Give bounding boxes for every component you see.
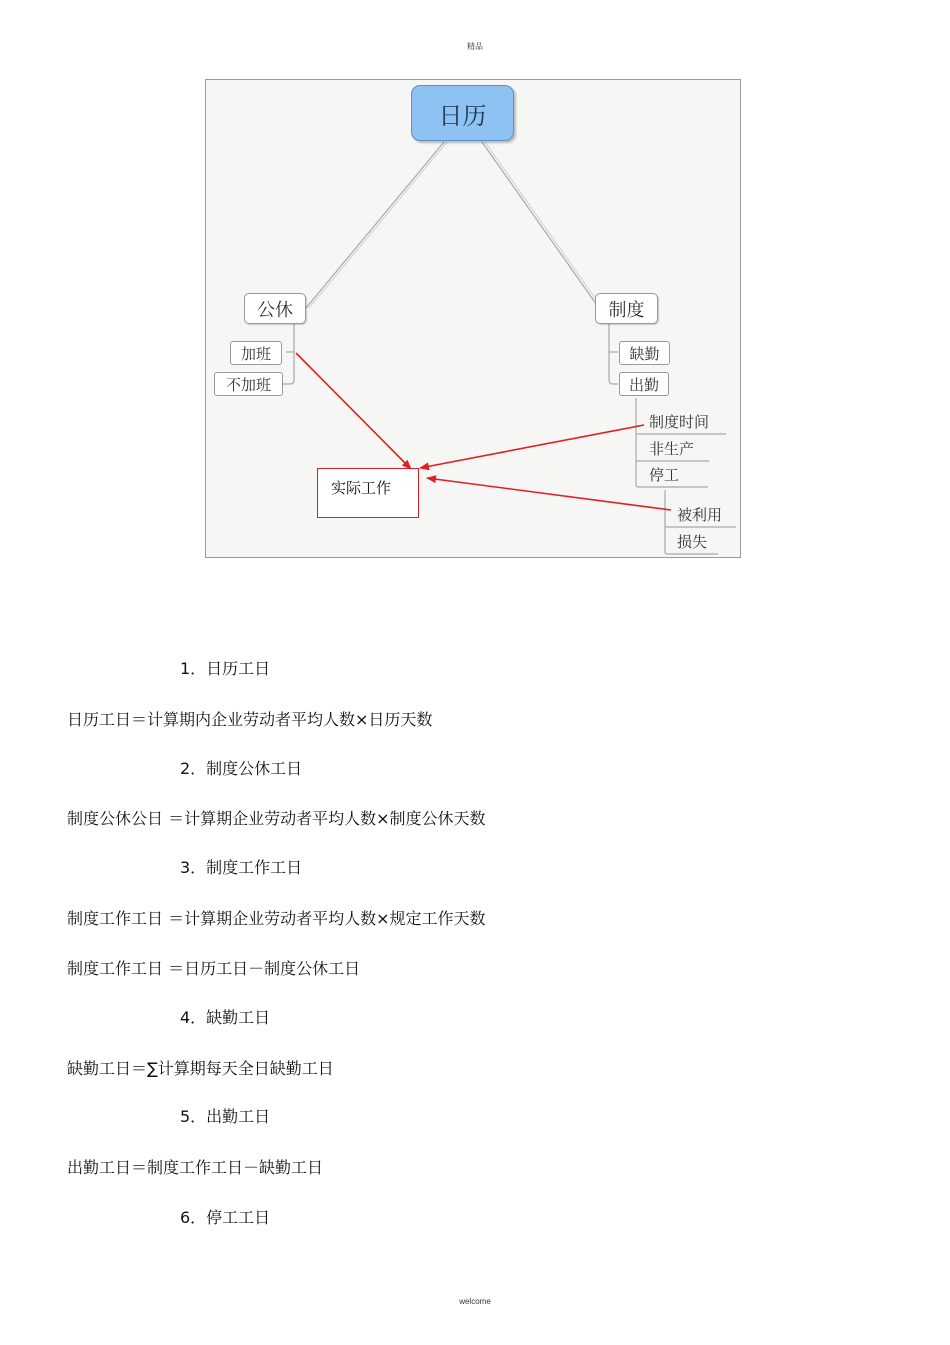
connector-root-to-rest bbox=[306, 142, 444, 308]
leaf-non-production: 非生产 bbox=[649, 440, 695, 458]
formula-calendar-workdays: 日历工日＝计算期内企业劳动者平均人数×日历天数 bbox=[67, 710, 433, 729]
heading-calendar-workdays: 1．日历工日 bbox=[180, 659, 271, 678]
arrow-overtime-to-actual bbox=[296, 353, 411, 469]
node-no-overtime: 不加班 bbox=[214, 372, 283, 396]
node-system: 制度 bbox=[595, 293, 658, 324]
leaf-utilized: 被利用 bbox=[677, 506, 723, 524]
node-absence: 缺勤 bbox=[619, 341, 670, 365]
page-footer-mark: welcome bbox=[459, 1297, 491, 1306]
heading-system-rest-days: 2．制度公休工日 bbox=[180, 759, 303, 778]
leaf-system-time: 制度时间 bbox=[649, 413, 710, 431]
leaf-loss: 损失 bbox=[677, 533, 708, 551]
page-header-mark: 精品 bbox=[467, 42, 483, 51]
heading-attendance-days: 5．出勤工日 bbox=[180, 1107, 271, 1126]
formula-system-workdays-1: 制度工作工日 ＝计算期企业劳动者平均人数×规定工作天数 bbox=[67, 909, 486, 928]
node-calendar: 日历 bbox=[411, 85, 514, 141]
node-rest: 公休 bbox=[244, 293, 306, 324]
calendar-mindmap-figure bbox=[205, 79, 741, 558]
connector-root-to-system-shadow bbox=[485, 142, 602, 308]
heading-absence-days: 4．缺勤工日 bbox=[180, 1008, 271, 1027]
arrow-systemtime-to-actual bbox=[420, 425, 644, 468]
leaf-stoppage: 停工 bbox=[649, 466, 680, 484]
formula-attendance-days: 出勤工日＝制度工作工日－缺勤工日 bbox=[67, 1158, 324, 1177]
node-actual-work: 实际工作 bbox=[317, 468, 419, 518]
arrow-utilized-to-actual bbox=[427, 478, 671, 510]
connector-system-children bbox=[609, 324, 618, 384]
node-overtime: 加班 bbox=[230, 341, 282, 365]
connector-root-to-rest-shadow bbox=[309, 142, 447, 308]
connector-root-to-system bbox=[482, 142, 599, 308]
heading-system-workdays: 3．制度工作工日 bbox=[180, 858, 303, 877]
formula-absence-days: 缺勤工日＝∑计算期每天全日缺勤工日 bbox=[67, 1059, 334, 1078]
formula-system-rest-days: 制度公休公日 ＝计算期企业劳动者平均人数×制度公休天数 bbox=[67, 809, 486, 828]
heading-stoppage-days: 6．停工工日 bbox=[180, 1208, 271, 1227]
node-attendance: 出勤 bbox=[619, 372, 669, 396]
formula-system-workdays-2: 制度工作工日 ＝日历工日－制度公休工日 bbox=[67, 959, 361, 978]
connector-rest-children bbox=[283, 324, 294, 384]
